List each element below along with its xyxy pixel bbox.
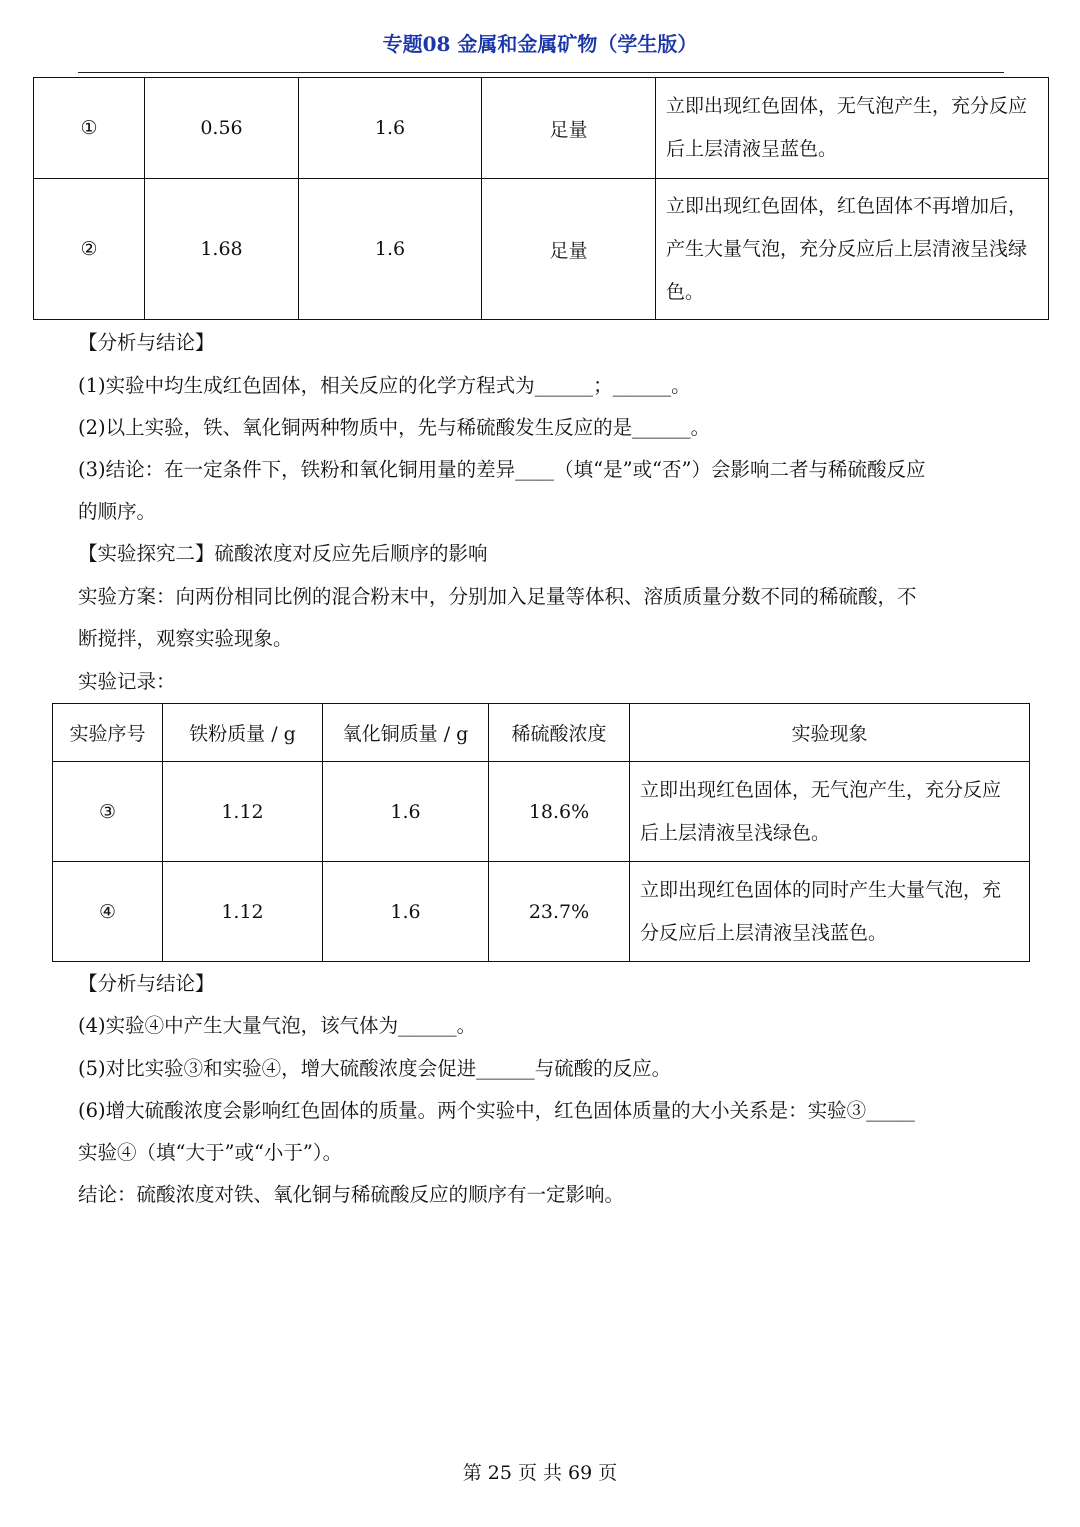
cell-iron-mass: 1.12 — [163, 862, 323, 962]
experiment-2-heading: 【实验探究二】硫酸浓度对反应先后顺序的影响 — [78, 542, 488, 565]
header-divider — [78, 72, 1004, 73]
page-header-title: 专题08 金属和金属矿物（学生版） — [382, 32, 698, 56]
cell-acid: 足量 — [482, 78, 656, 179]
cell-cuo-mass: 1.6 — [323, 762, 489, 862]
column-header-acid-concentration: 稀硫酸浓度 — [489, 704, 630, 762]
table-row — [34, 78, 1049, 179]
question-4: (4)实验④中产生大量气泡，该气体为______。 — [78, 1014, 477, 1037]
page-number: 第 25 页 共 69 页 — [462, 1462, 618, 1484]
cell-phenomenon: 立即出现红色固体，无气泡产生，充分反应后上层清液呈蓝色。 — [656, 78, 1049, 179]
question-1: (1)实验中均生成红色固体，相关反应的化学方程式为______；______。 — [78, 374, 691, 397]
cell-exp-no: ② — [34, 179, 145, 320]
cell-phenomenon: 立即出现红色固体的同时产生大量气泡，充分反应后上层清液呈浅蓝色。 — [630, 862, 1030, 962]
cell-cuo-mass: 1.6 — [299, 78, 482, 179]
column-header-phenomenon: 实验现象 — [630, 704, 1030, 762]
cell-cuo-mass: 1.6 — [299, 179, 482, 320]
experiment-record-label: 实验记录： — [78, 670, 176, 693]
experiment-table-2 — [52, 703, 1030, 962]
question-3-line2: 的顺序。 — [78, 500, 157, 523]
experiment-2-plan-line1: 实验方案：向两份相同比例的混合粉末中，分别加入足量等体积、溶质质量分数不同的稀硫酸，不 — [78, 585, 917, 608]
table-row — [53, 762, 1030, 862]
table-header-row — [53, 704, 1030, 762]
cell-exp-no: ③ — [53, 762, 163, 862]
cell-cuo-mass: 1.6 — [323, 862, 489, 962]
cell-acid-concentration: 23.7% — [489, 862, 630, 962]
cell-phenomenon: 立即出现红色固体，无气泡产生，充分反应后上层清液呈浅绿色。 — [630, 762, 1030, 862]
question-6-line2: 实验④（填“大于”或“小于”）。 — [78, 1141, 343, 1164]
question-5: (5)对比实验③和实验④，增大硫酸浓度会促进______与硫酸的反应。 — [78, 1057, 672, 1080]
cell-phenomenon: 立即出现红色固体，红色固体不再增加后，产生大量气泡，充分反应后上层清液呈浅绿色。 — [656, 179, 1049, 320]
section-heading-analysis-1: 【分析与结论】 — [78, 331, 215, 354]
final-conclusion: 结论：硫酸浓度对铁、氧化铜与稀硫酸反应的顺序有一定影响。 — [78, 1183, 625, 1206]
column-header-exp-no: 实验序号 — [53, 704, 163, 762]
cell-exp-no: ④ — [53, 862, 163, 962]
question-2: (2)以上实验，铁、氧化铜两种物质中，先与稀硫酸发生反应的是______。 — [78, 416, 711, 439]
experiment-table-1 — [33, 77, 1049, 320]
section-heading-analysis-2: 【分析与结论】 — [78, 972, 215, 995]
experiment-2-plan-line2: 断搅拌，观察实验现象。 — [78, 627, 293, 650]
table-row — [53, 862, 1030, 962]
cell-iron-mass: 1.68 — [145, 179, 299, 320]
cell-acid-concentration: 18.6% — [489, 762, 630, 862]
table-row — [34, 179, 1049, 320]
cell-exp-no: ① — [34, 78, 145, 179]
cell-iron-mass: 1.12 — [163, 762, 323, 862]
cell-iron-mass: 0.56 — [145, 78, 299, 179]
cell-acid: 足量 — [482, 179, 656, 320]
question-6-line1: (6)增大硫酸浓度会影响红色固体的质量。两个实验中，红色固体质量的大小关系是：实验③_____ — [78, 1099, 915, 1122]
question-3-line1: (3)结论：在一定条件下，铁粉和氧化铜用量的差异____（填“是”或“否”）会影响二者与稀硫酸反应 — [78, 458, 926, 481]
column-header-iron-mass: 铁粉质量 / g — [163, 704, 323, 762]
column-header-cuo-mass: 氧化铜质量 / g — [323, 704, 489, 762]
